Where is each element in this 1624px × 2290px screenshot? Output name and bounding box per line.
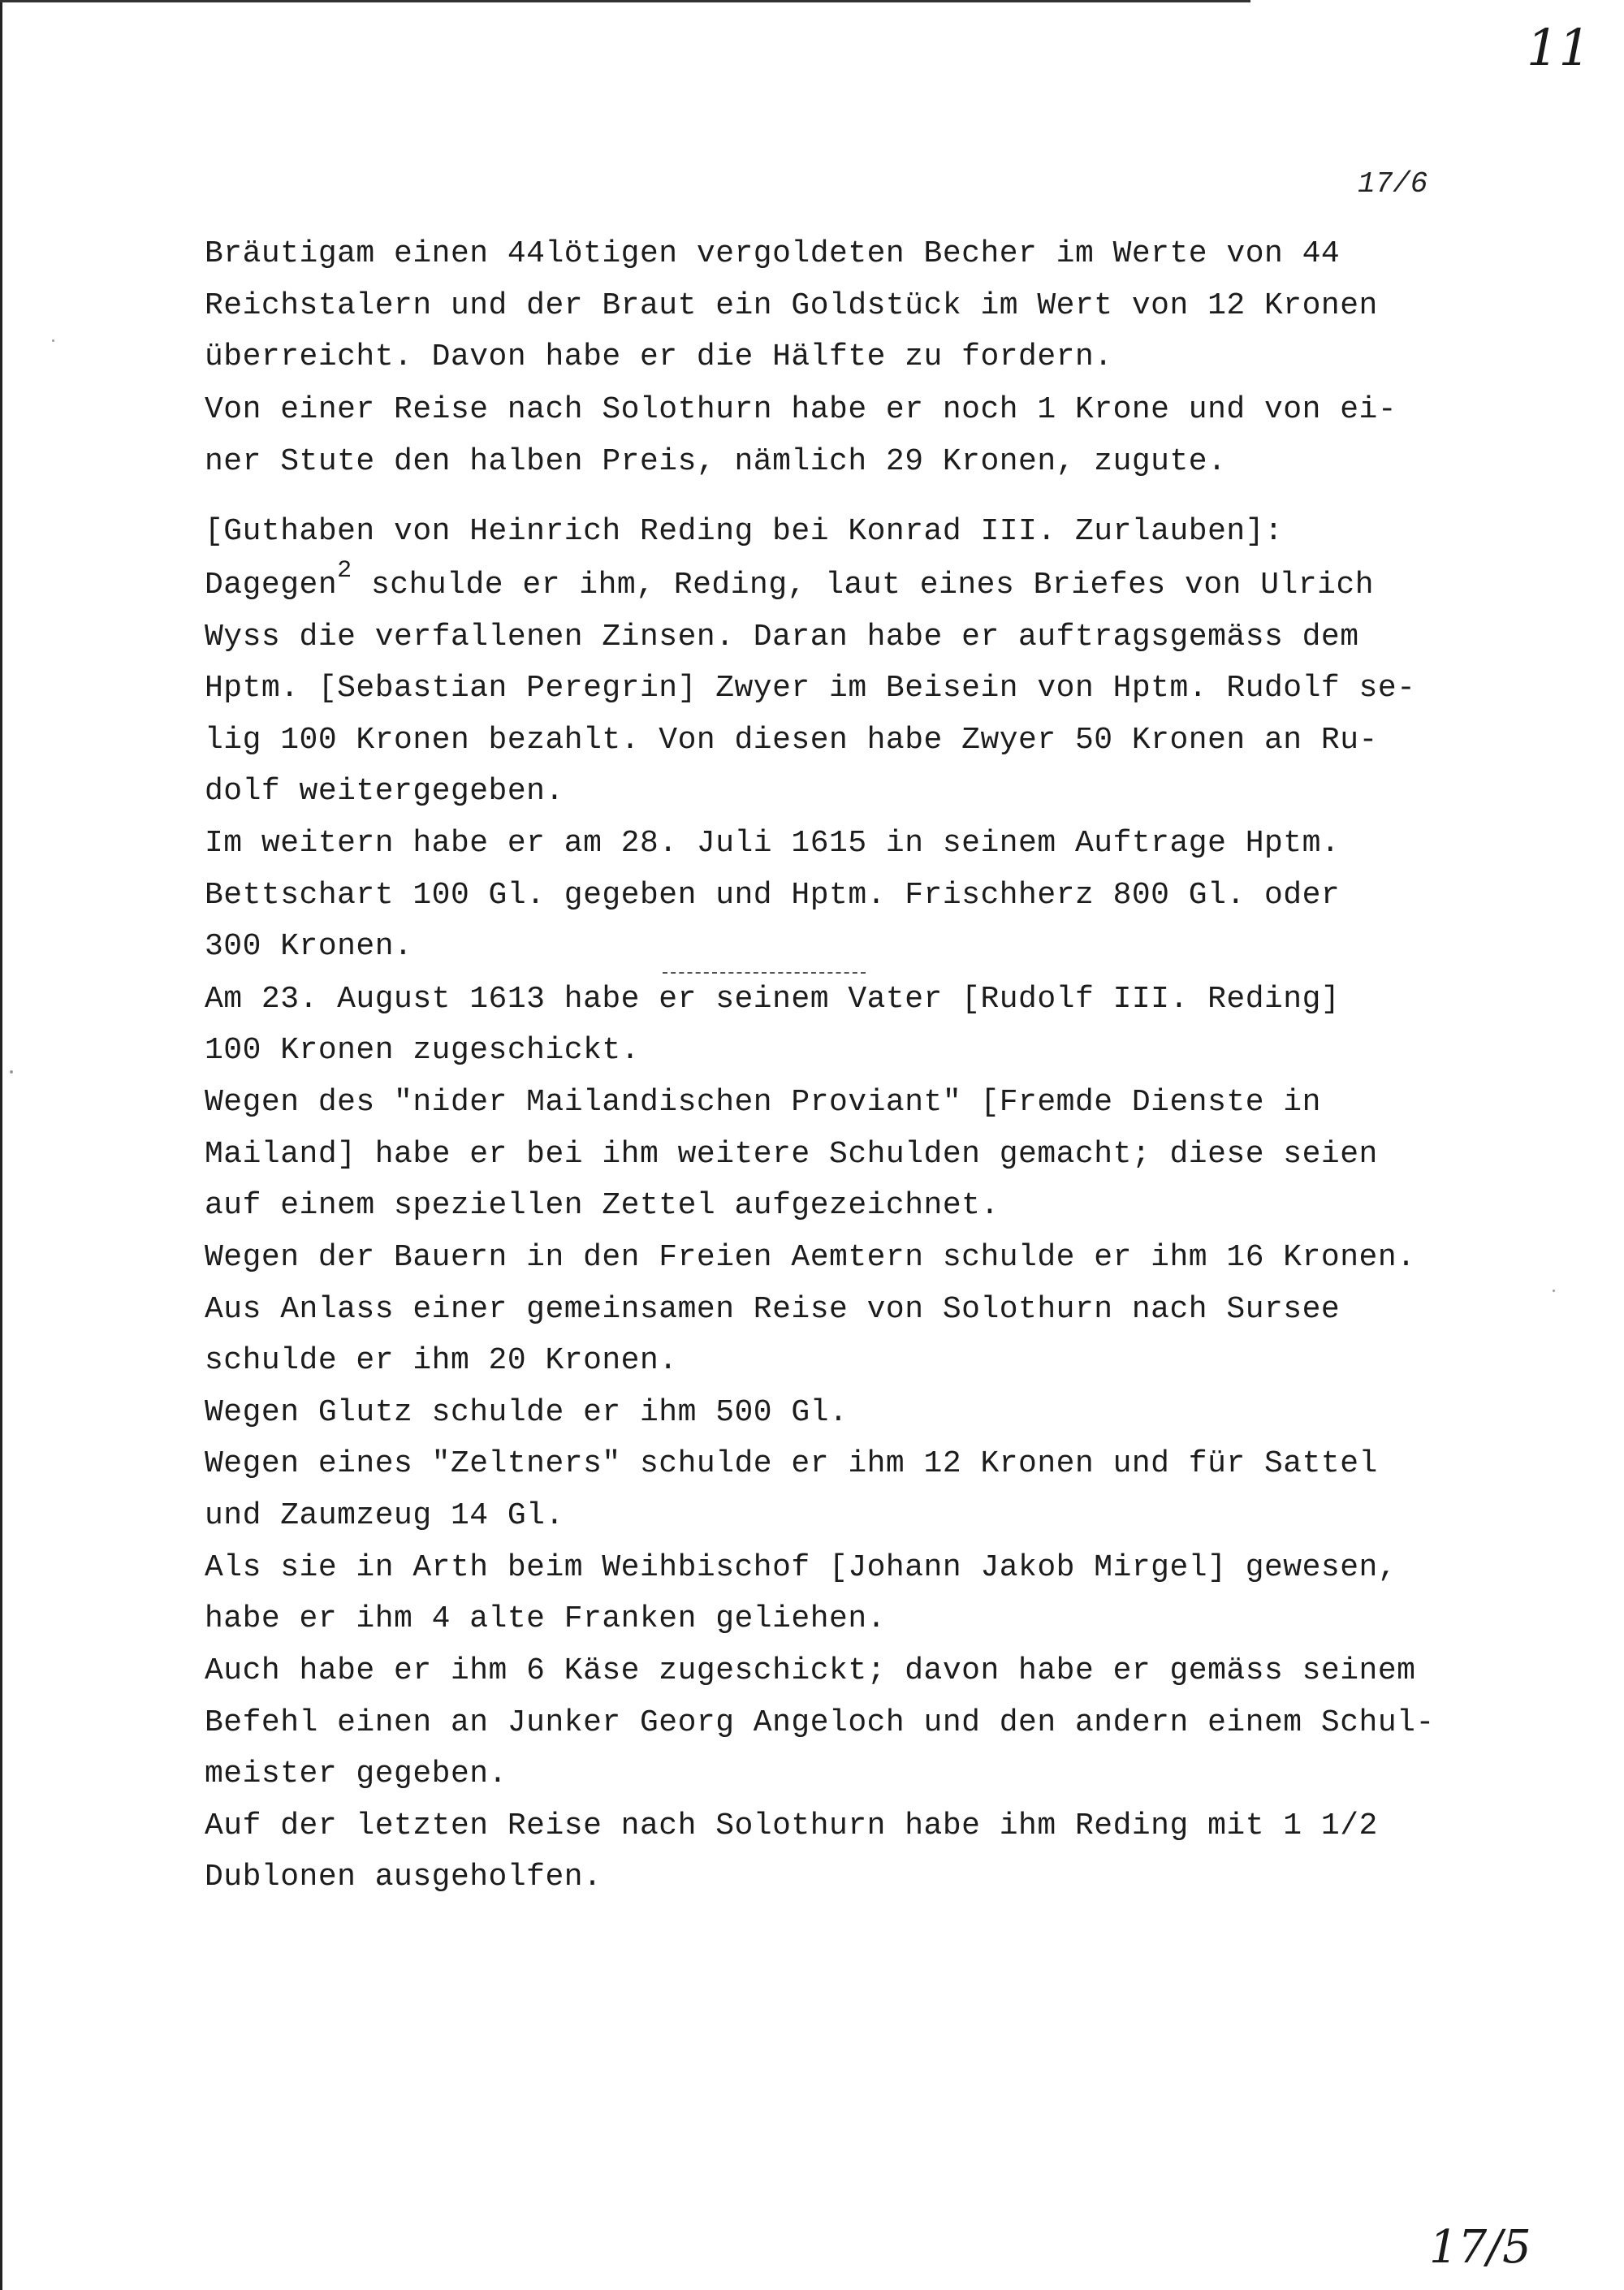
footnote-anchor-text: Dagegen [205, 568, 338, 603]
text-line-with-footnote [205, 557, 1471, 605]
pencil-strike-mark [663, 972, 866, 975]
scan-speck [1553, 1290, 1555, 1292]
text-line: Wyss die verfallenen Zinsen. Daran habe er auftragsgemäss dem [205, 620, 1359, 655]
scan-speck [10, 1070, 13, 1074]
text-line: Bettschart 100 Gl. gegeben und Hptm. Frischherz 800 Gl. oder [205, 878, 1341, 913]
text-line: Als sie in Arth beim Weihbischof [Johann Jakob Mirgel] gewesen, [205, 1550, 1397, 1585]
text-line: ner Stute den halben Preis, nämlich 29 Kronen, zugute. [205, 444, 1227, 479]
text-line: und Zaumzeug 14 Gl. [205, 1498, 564, 1533]
text-line: Bräutigam einen 44lötigen vergoldeten Becher im Werte von 44 [205, 236, 1341, 271]
text-line: 300 Kronen. [205, 929, 413, 964]
scan-speck [52, 339, 54, 342]
text-line: Aus Anlass einer gemeinsamen Reise von Solothurn nach Sursee [205, 1292, 1341, 1327]
text-line: schulde er ihm 20 Kronen. [205, 1343, 678, 1378]
text-line: Am 23. August 1613 habe er seinem Vater [Rudolf III. Reding] [205, 982, 1341, 1017]
text-line: Auf der letzten Reise nach Solothurn habe ihm Reding mit 1 1/2 [205, 1808, 1378, 1843]
text-line: Hptm. [Sebastian Peregrin] Zwyer im Beisein von Hptm. Rudolf se- [205, 671, 1416, 706]
text-line: Im weitern habe er am 28. Juli 1615 in seinem Auftrage Hptm. [205, 826, 1341, 861]
text-line: habe er ihm 4 alte Franken geliehen. [205, 1601, 886, 1636]
text-line: Auch habe er ihm 6 Käse zugeschickt; davon habe er gemäss seinem [205, 1653, 1416, 1688]
text-line: überreicht. Davon habe er die Hälfte zu fordern. [205, 339, 1113, 374]
text-line: 100 Kronen zugeschickt. [205, 1033, 640, 1068]
footnote-line-continuation: schulde er ihm, Reding, laut eines Briefes von Ulrich [352, 568, 1375, 603]
text-line: meister gegeben. [205, 1756, 508, 1791]
page-number: 17/6 [1358, 167, 1428, 201]
text-line: Mailand] habe er bei ihm weitere Schulden gemacht; diese seien [205, 1137, 1378, 1172]
scan-edge-left [0, 0, 2, 2290]
text-line: Wegen eines "Zeltners" schulde er ihm 12 Kronen und für Sattel [205, 1446, 1378, 1481]
text-line: Dublonen ausgeholfen. [205, 1860, 603, 1895]
section-heading: [Guthaben von Heinrich Reding bei Konrad III. Zurlauben]: [205, 514, 1284, 549]
handwritten-folio-number: 11 [1527, 18, 1591, 77]
footnote-marker: 2 [337, 557, 352, 585]
text-line: auf einem speziellen Zettel aufgezeichnet. [205, 1188, 1000, 1223]
text-line: Von einer Reise nach Solothurn habe er noch 1 Krone und von ei- [205, 392, 1397, 427]
text-line: Wegen Glutz schulde er ihm 500 Gl. [205, 1395, 849, 1430]
text-line: Wegen der Bauern in den Freien Aemtern schulde er ihm 16 Kronen. [205, 1240, 1416, 1275]
handwritten-folio-number-bottom: 17/5 [1429, 2221, 1531, 2274]
scan-edge-top [0, 0, 1250, 2]
text-line: dolf weitergegeben. [205, 774, 564, 809]
text-line: Wegen des "nider Mailandischen Proviant" [Fremde Dienste in [205, 1085, 1321, 1120]
text-line: Befehl einen an Junker Georg Angeloch und den andern einem Schul- [205, 1705, 1435, 1740]
text-line: Reichstalern und der Braut ein Goldstück im Wert von 12 Kronen [205, 288, 1378, 323]
text-line: lig 100 Kronen bezahlt. Von diesen habe Zwyer 50 Kronen an Ru- [205, 723, 1378, 758]
